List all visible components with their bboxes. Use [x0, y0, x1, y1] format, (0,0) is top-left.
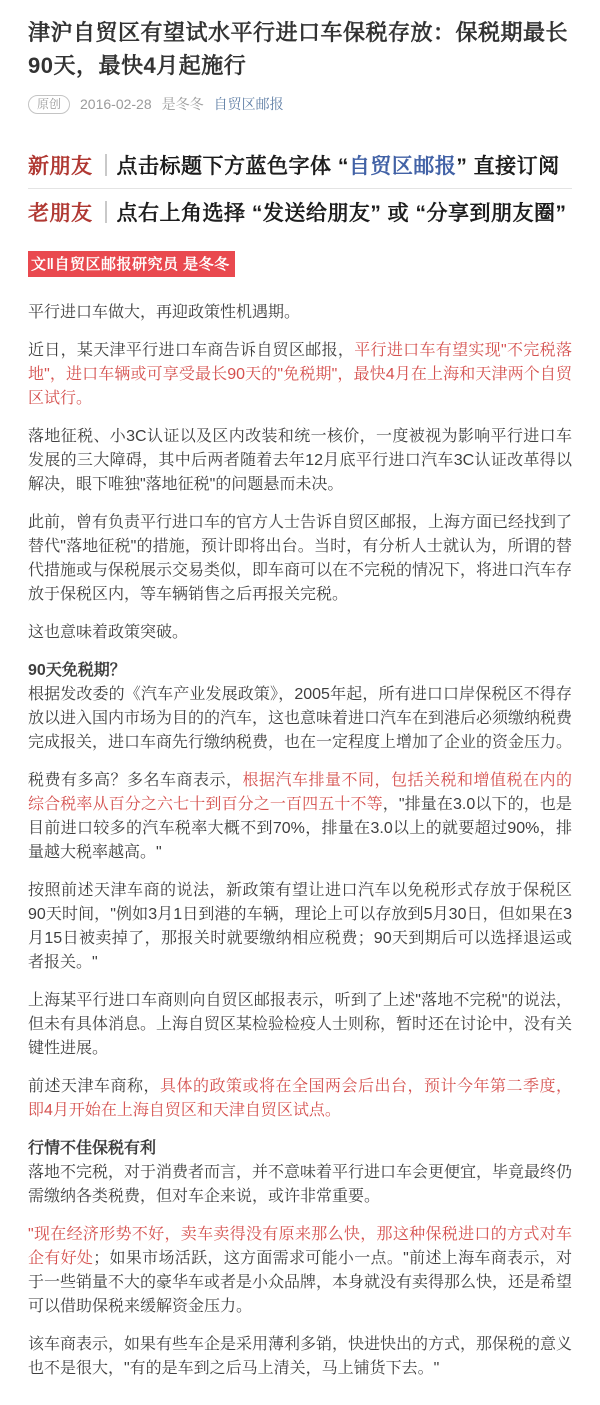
text-segment: 具体的政策或将在全国两会后出台，预计今年第二季度，即4月开始在上海自贸区和天津自贸区试点。	[28, 1078, 572, 1119]
original-badge: 原创	[28, 95, 70, 114]
article-paragraph	[28, 879, 572, 975]
text-segment: 这也意味着政策突破。	[28, 624, 189, 641]
article-paragraph	[28, 1333, 572, 1381]
section-heading	[28, 659, 572, 683]
vertical-divider	[105, 154, 107, 176]
text-segment: 90天免税期？	[28, 662, 126, 679]
account-link[interactable]: 自贸区邮报	[213, 96, 284, 112]
text-segment: 该车商表示，如果有些车企是采用薄利多销，快进快出的方式，那保税的意义也不是很大，"有的是车到之后马上清关，马上铺货下去。"	[28, 1336, 573, 1377]
text-segment: 行情不佳保税有利	[28, 1140, 157, 1157]
text-segment: 税费有多高？多名车商表示，	[28, 772, 243, 789]
subscribe-row-new-friends	[28, 142, 572, 188]
article-paragraph	[28, 339, 572, 411]
text-segment: ” 直接订阅	[456, 155, 560, 178]
new-friends-label: 新朋友	[28, 155, 93, 178]
text-segment: ，"排量在3.0以下的，也是目前进口较多的汽车税率大概不到70%，排量在3.0以上的就要超过90%，排量越大税率越高。"	[28, 796, 572, 861]
text-segment: ；如果市场活跃，这方面需求可能小一点。"前述上海车商表示，对于一些销量不大的豪华车或者是小众品牌，本身就没有卖得那么快，还是希望可以借助保税来缓解资金压力。	[28, 1250, 573, 1315]
publish-date: 2016-02-28	[80, 96, 152, 112]
article-paragraph	[28, 1075, 572, 1123]
subscribe-instruction	[117, 150, 560, 180]
author-name: 是冬冬	[161, 96, 204, 112]
vertical-divider	[105, 201, 107, 223]
article-paragraph	[28, 425, 572, 497]
article-paragraph	[28, 621, 572, 645]
article-paragraph	[28, 301, 572, 325]
article-paragraph	[28, 683, 572, 755]
text-segment: 平行进口车有望实现"不完税落地"，进口车辆或可享受最长90天的"免税期"，最快4月在上海和天津两个自贸区试行。	[28, 342, 572, 407]
article-body	[28, 301, 572, 1381]
text-segment: 根据发改委的《汽车产业发展政策》，2005年起，所有进口口岸保税区不得存放以进入国内市场为目的的汽车，这也意味着进口汽车在到港后必须缴纳税费完成报关，进口车商先行缴纳税费，也在一定程度上增加了企业的资金压力。	[28, 686, 573, 751]
text-segment: 点右上角选择 “发送给朋友” 或 “分享到朋友圈”	[116, 202, 567, 225]
article-paragraph	[28, 1223, 572, 1319]
article-paragraph	[28, 989, 572, 1061]
subscribe-box	[28, 142, 572, 235]
share-instruction	[117, 197, 567, 227]
text-segment: 近日，某天津平行进口车商告诉自贸区邮报，	[28, 342, 355, 359]
article-paragraph	[28, 1161, 572, 1209]
text-segment: 根据汽车排量不同，包括关税和增值税在内的综合税率从百分之六七十到百分之一百四五十不等	[28, 772, 572, 813]
text-segment: 前述天津车商称，	[28, 1078, 160, 1095]
old-friends-label: 老朋友	[28, 202, 93, 225]
text-segment: 上海某平行进口车商则向自贸区邮报表示，听到了上述"落地不完税"的说法，但未有具体消息。上海自贸区某检验检疫人士则称，暂时还在讨论中，没有关键性进展。	[28, 992, 573, 1057]
article-paragraph	[28, 769, 572, 865]
text-segment: 落地不完税，对于消费者而言，并不意味着平行进口车会更便宜，毕竟最终仍需缴纳各类税费，但对车企来说，或许非常重要。	[28, 1164, 573, 1205]
text-segment: 按照前述天津车商的说法，新政策有望让进口汽车以免税形式存放于保税区90天时间，"例如3月1日到港的车辆，理论上可以存放到5月30日，但如果在3月15日被卖掉了，那报关时就要缴纳相应税费；90天到期后可以选择退运或者报关。"	[28, 882, 572, 971]
account-inline-link[interactable]: 自贸区邮报	[348, 155, 457, 178]
article-paragraph	[28, 511, 572, 607]
text-segment: "现在经济形势不好，卖车卖得没有原来那么快，那这种保税进口的方式对车企有好处	[28, 1226, 572, 1267]
byline-highlight: 文‖自贸区邮报研究员 是冬冬	[28, 251, 235, 277]
subscribe-row-old-friends	[28, 189, 572, 235]
text-segment: 平行进口车做大，再迎政策性机遇期。	[28, 304, 301, 321]
text-segment: 落地征税、小3C认证以及区内改装和统一核价，一度被视为影响平行进口车发展的三大障碍，其中后两者随着去年12月底平行进口汽车3C认证改革得以解决，眼下唯独"落地征税"的问题悬而未决。	[28, 428, 572, 493]
text-segment: 此前，曾有负责平行进口车的官方人士告诉自贸区邮报，上海方面已经找到了替代"落地征税"的措施，预计即将出台。当时，有分析人士就认为，所谓的替代措施或与保税展示交易类似，即车商可以在不完税的情况下，将进口汽车存放于保税区内，等车辆销售之后再报关完税。	[28, 514, 573, 603]
article-title: 津沪自贸区有望试水平行进口车保税存放：保税期最长90天，最快4月起施行	[28, 20, 569, 78]
article-meta	[28, 94, 572, 114]
section-heading	[28, 1137, 572, 1161]
text-segment: 点击标题下方蓝色字体 “	[116, 155, 349, 178]
